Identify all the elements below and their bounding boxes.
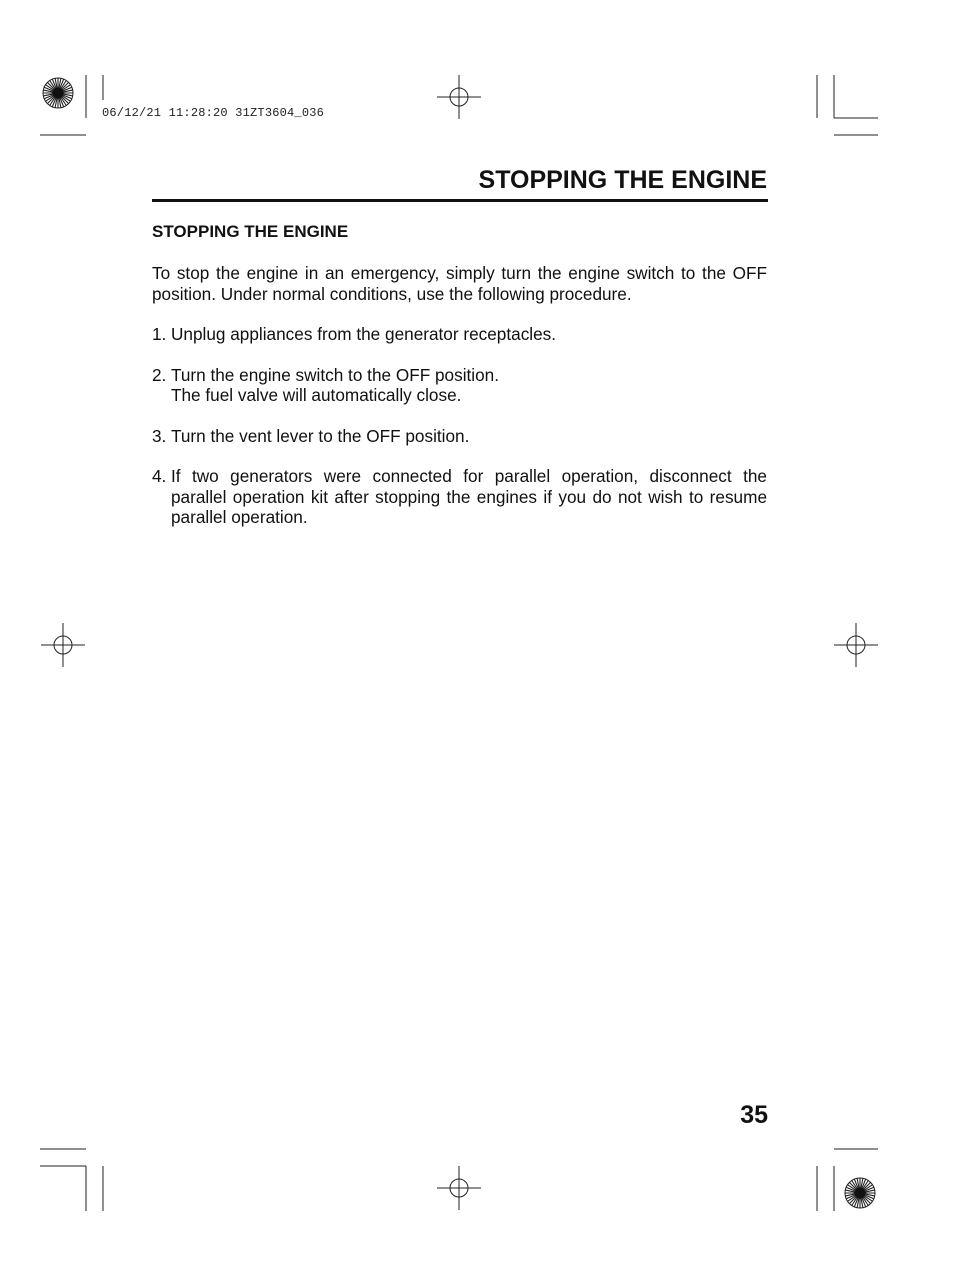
step-item: [152, 324, 767, 345]
page-title: STOPPING THE ENGINE: [478, 166, 767, 194]
step-number: 3.: [152, 425, 167, 446]
crosshair-icon: [834, 623, 878, 667]
step-text: Turn the vent lever to the OFF position.: [171, 425, 470, 446]
page-content: [152, 221, 767, 548]
registration-target-icon: [845, 1178, 875, 1208]
title-rule: [152, 199, 768, 202]
section-heading: STOPPING THE ENGINE: [152, 222, 349, 241]
step-text: Unplug appliances from the generator receptacles.: [171, 324, 557, 344]
step-item: [152, 365, 767, 406]
procedure-steps: [152, 324, 767, 528]
intro-paragraph: To stop the engine in an emergency, simply turn the engine switch to the OFF position. Under normal conditions, use the following procedure.: [152, 263, 767, 304]
print-timestamp: 06/12/21 11:28:20 31ZT3604_036: [102, 106, 325, 120]
step-note: The fuel valve will automatically close.: [171, 385, 462, 405]
registration-target-icon: [43, 78, 73, 108]
step-text-block: [171, 365, 767, 406]
crosshair-icon: [437, 1166, 481, 1210]
crosshair-icon: [41, 623, 85, 667]
page-number: 35: [740, 1101, 768, 1129]
step-text-block: [171, 426, 767, 447]
step-text-block: [171, 324, 767, 345]
step-text: If two generators were connected for parallel operation, disconnect the parallel operation kit after stopping the engines if you do not wish to resume parallel operation.: [171, 466, 767, 527]
step-text: Turn the engine switch to the OFF position.: [171, 364, 499, 385]
step-item: [152, 466, 767, 528]
step-item: [152, 426, 767, 447]
crosshair-icon: [437, 75, 481, 119]
step-number: 1.: [152, 324, 167, 344]
step-text-block: [171, 466, 767, 528]
step-number: 2.: [152, 364, 167, 385]
step-number: 4.: [152, 466, 167, 486]
